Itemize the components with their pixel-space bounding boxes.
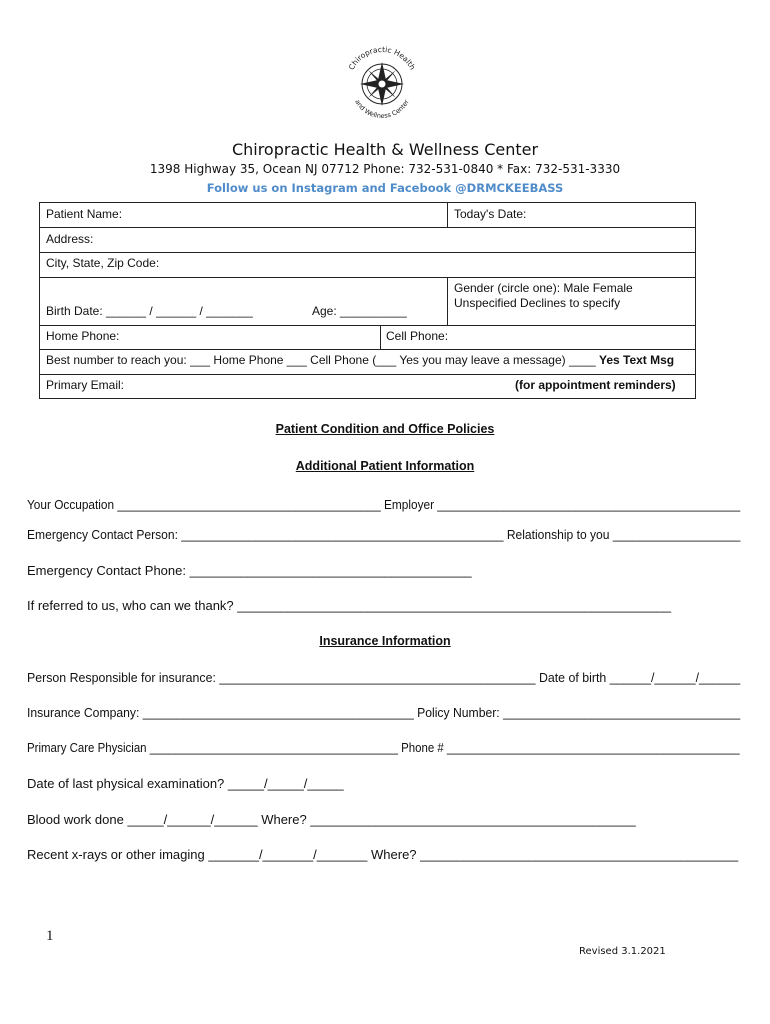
primary-email-label: Primary Email: xyxy=(46,378,125,392)
emergency-contact-line[interactable]: Emergency Contact Person: ________________________________________________ Relationship to you ___________________ xyxy=(27,527,741,542)
appointment-reminders-note: (for appointment reminders) xyxy=(515,378,676,392)
occupation-employer-line[interactable]: Your Occupation ________________________________________ Employer ______________________________________________ xyxy=(27,497,741,512)
gender-options-line1[interactable]: Gender (circle one): Male Female xyxy=(454,281,633,295)
city-state-zip-label: City, State, Zip Code: xyxy=(46,256,160,270)
clinic-name: Chiropractic Health & Wellness Center xyxy=(231,140,539,159)
cell-phone-label: Cell Phone: xyxy=(386,329,449,343)
logo-text-bottom: and Wellness Center xyxy=(353,98,411,121)
blood-work-line[interactable]: Blood work done _____/______/______ Where? _____________________________________________ xyxy=(27,812,636,827)
primary-care-line[interactable]: Primary Care Physician _______________________________________ Phone # ______________________________________________ xyxy=(27,740,740,755)
address-label: Address: xyxy=(46,232,94,246)
imaging-line[interactable]: Recent x-rays or other imaging _______/_______/_______ Where? ____________________________________________ xyxy=(27,847,739,862)
todays-date-label: Today's Date: xyxy=(454,207,527,221)
social-follow-text: Follow us on Instagram and Facebook @DRMCKEEBASS xyxy=(206,181,564,195)
additional-info-heading: Additional Patient Information xyxy=(295,459,475,473)
patient-name-label: Patient Name: xyxy=(46,207,123,221)
compass-star-icon xyxy=(360,62,404,106)
clinic-address: 1398 Highway 35, Ocean NJ 07712 Phone: 732-531-0840 * Fax: 732-531-3330 xyxy=(149,162,621,176)
best-number-options[interactable]: Best number to reach you: ___ Home Phone ___ Cell Phone (___ Yes you may leave a message) ____ xyxy=(46,353,596,367)
home-phone-label: Home Phone: xyxy=(46,329,120,343)
patient-info-table xyxy=(39,202,696,399)
revision-date: Revised 3.1.2021 xyxy=(579,946,666,957)
yes-text-msg-option[interactable]: Yes Text Msg xyxy=(599,353,675,367)
policies-heading: Patient Condition and Office Policies xyxy=(275,422,495,436)
page-number: 1 xyxy=(46,928,54,944)
gender-options-line2[interactable]: Unspecified Declines to specify xyxy=(454,296,621,310)
birth-date-field[interactable]: Birth Date: ______ / ______ / _______ xyxy=(46,304,253,318)
logo-text-top: Chiropractic Health xyxy=(346,44,418,72)
emergency-phone-line[interactable]: Emergency Contact Phone: _______________________________________ xyxy=(27,563,472,578)
insurance-heading: Insurance Information xyxy=(319,634,451,648)
age-field[interactable]: Age: __________ xyxy=(312,304,407,318)
clinic-logo xyxy=(342,44,422,124)
referral-line[interactable]: If referred to us, who can we thank? ____________________________________________________________ xyxy=(27,598,672,613)
insurance-company-line[interactable]: Insurance Company: ________________________________________ Policy Number: ___________________________________ xyxy=(27,705,741,720)
insurance-responsible-line[interactable]: Person Responsible for insurance: ______________________________________________ Date of birth ______/______/______ xyxy=(27,670,741,685)
last-physical-line[interactable]: Date of last physical examination? _____/_____/_____ xyxy=(27,776,344,791)
